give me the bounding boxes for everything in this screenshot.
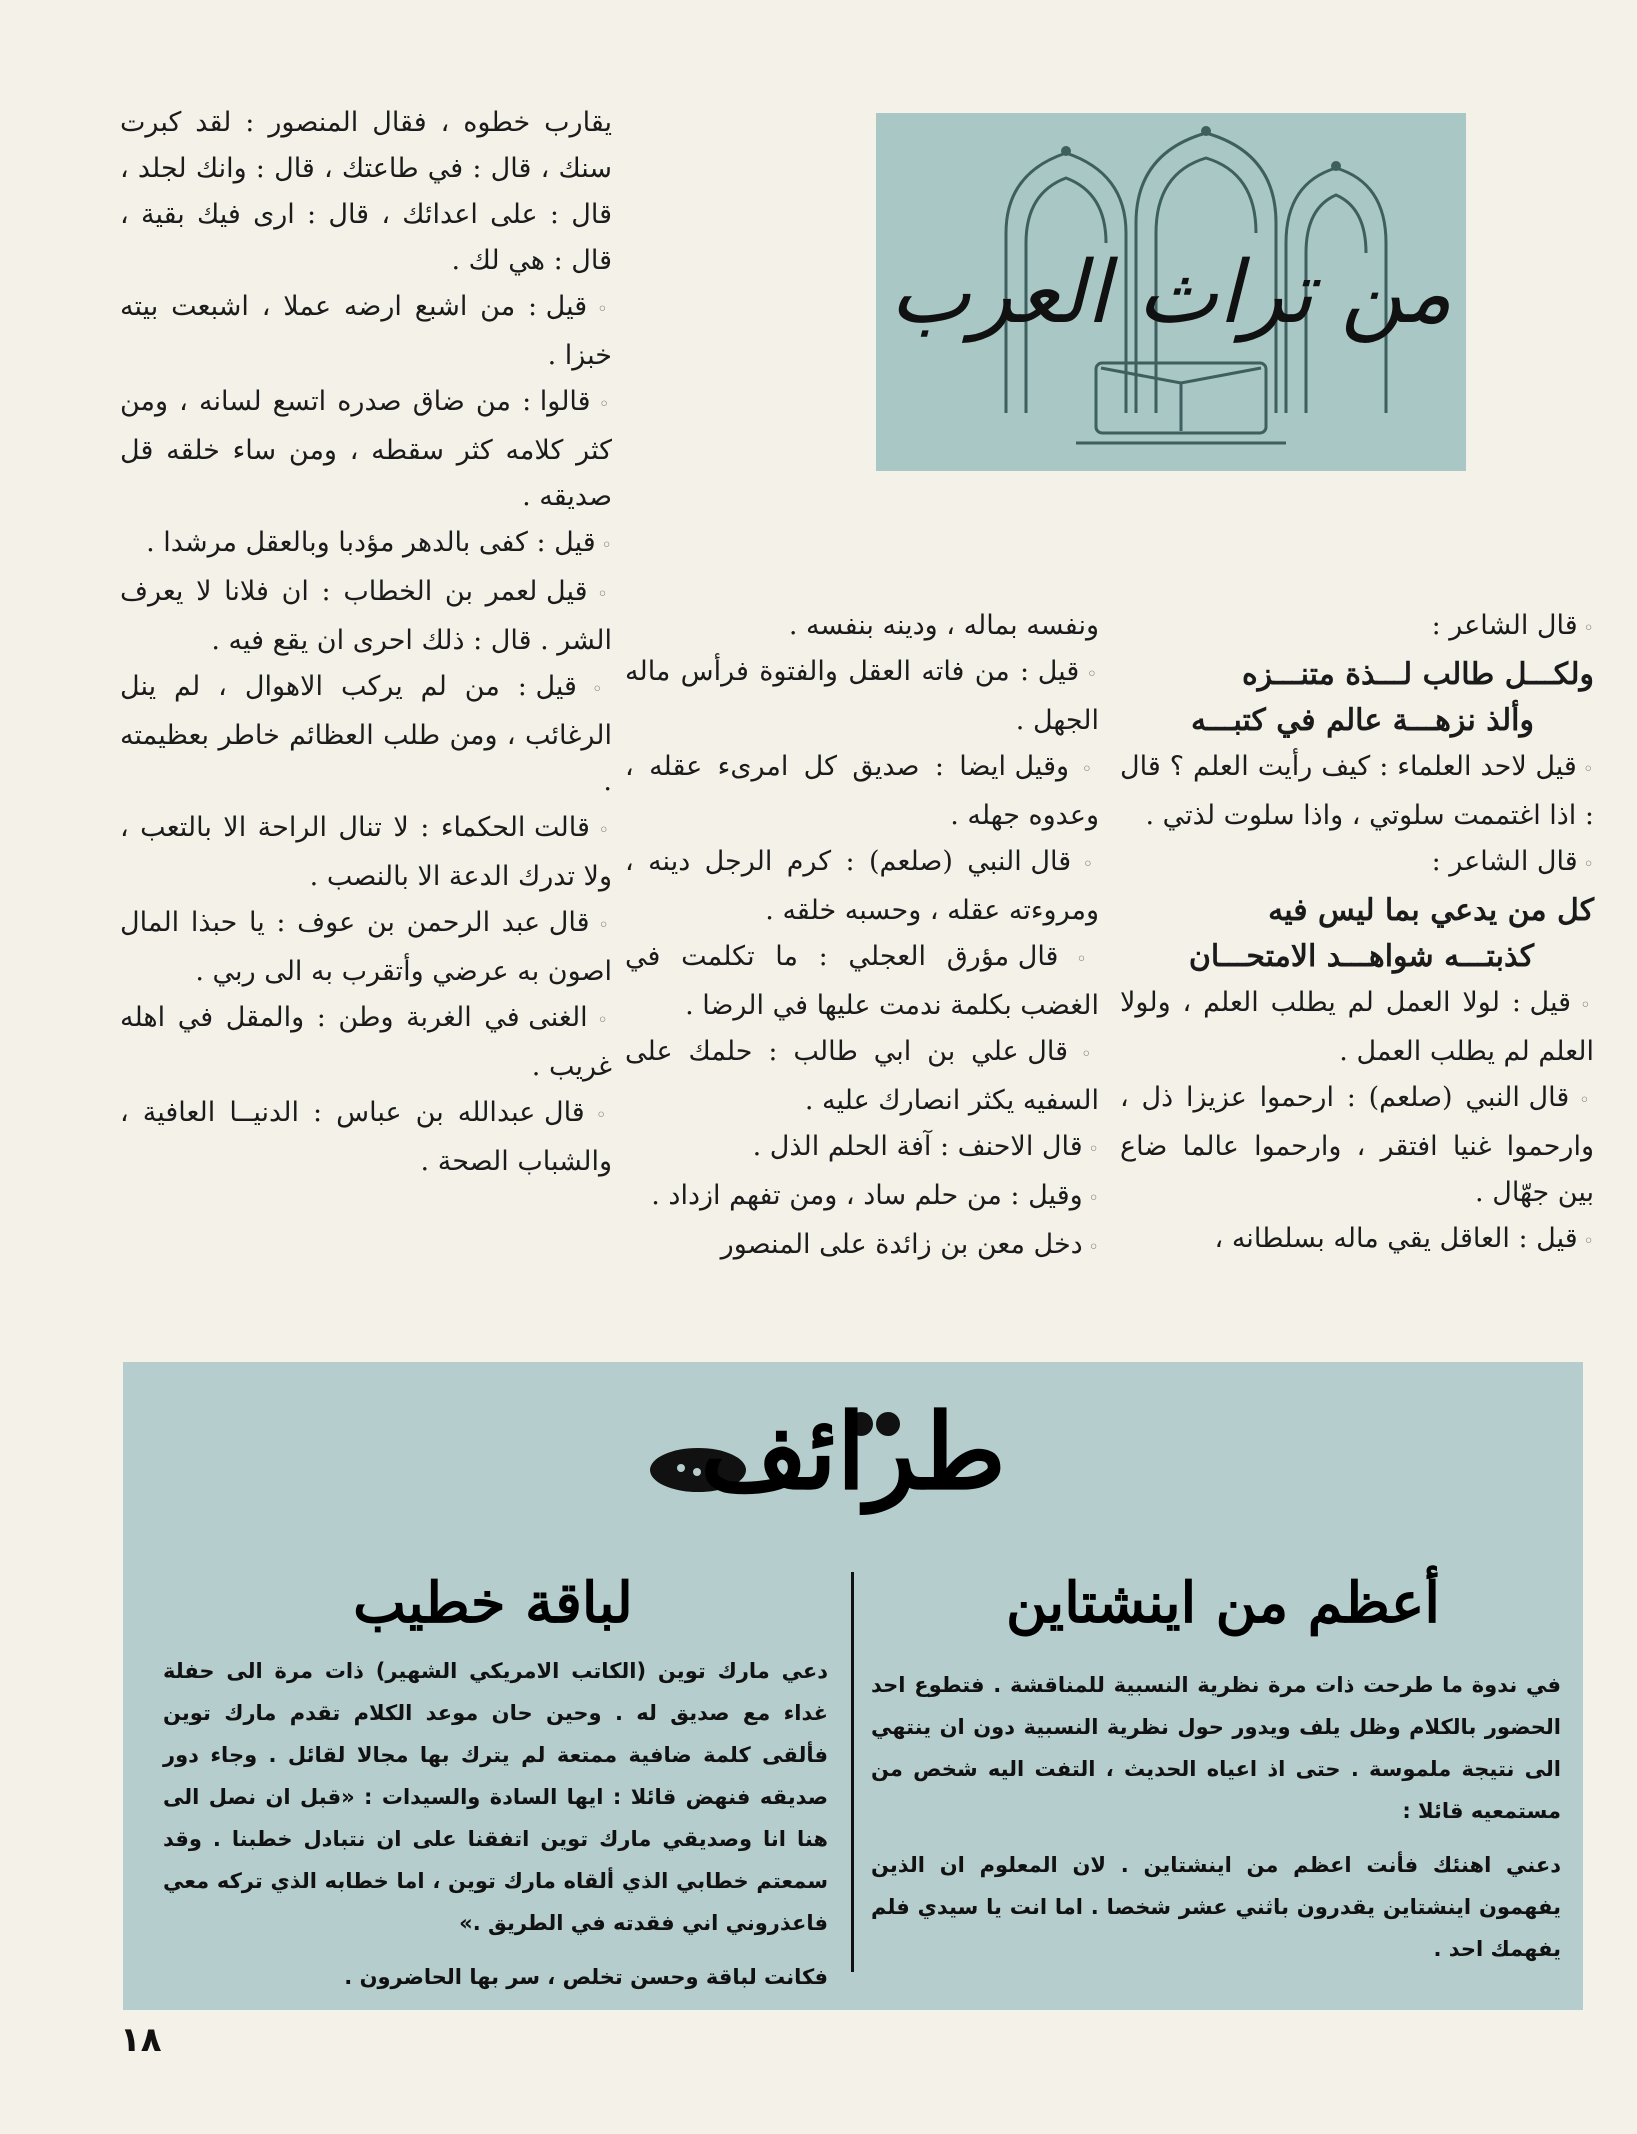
col-left-item-8: ◦ الغنى في الغربة وطن : والمقل في اهله غريب . — [120, 995, 612, 1090]
col-middle-item-1: ◦ وقيل ايضا : صديق كل امرىء عقله ، وعدوه جهله . — [625, 744, 1099, 839]
col-right-item-4: ◦ قيل : العاقل يقي ماله بسلطانه ، — [1120, 1216, 1594, 1265]
col-left-item-0: يقارب خطوه ، فقال المنصور : لقد كبرت سنك ، قال : في طاعتك ، قال : وانك لجلد ، قال : على اعدائك ، قال : ارى فيك بقية ، قال : هي لك . — [120, 107, 612, 276]
col-right-item-1: ◦ قيل لاحد العلماء : كيف رأيت العلم ؟ قال : اذا اغتممت سلوتي ، واذا سلوت لذتي . — [1120, 744, 1594, 839]
column-left — [120, 100, 612, 1185]
story-right-paragraph-2: دعني اهنئك فأنت اعظم من اينشتاين . لان المعلوم ان الذين يفهمون اينشتاين يقدرون باثني عشر شخصا . اما انت يا سيدي فلم يفهمك احد . — [871, 1853, 1561, 1961]
col-left-item-3: ◦ قيل : كفى بالدهر مؤدبا وبالعقل مرشدا . — [120, 520, 612, 569]
header-banner — [876, 113, 1466, 471]
col-left-item-2: ◦ قالوا : من ضاق صدره اتسع لسانه ، ومن كثر كلامه كثر سقطه ، ومن ساء خلقه قل صديقه . — [120, 379, 612, 520]
col-middle-lead: ونفسه بماله ، ودينه بنفسه . — [788, 610, 1099, 641]
col-left-item-9: ◦ قال عبدالله بن عباس : الدنيــا العافية ، والشباب الصحة . — [120, 1090, 612, 1185]
col-middle-item-2: ◦ قال النبي (صلعم) : كرم الرجل دينه ، ومروءته عقله ، وحسبه خلقه . — [625, 839, 1099, 934]
col-right-verse-1a: ولكـــل طالب لـــذة متنـــزه — [1241, 657, 1594, 692]
col-right-verse-2b: كذبتـــه شواهـــد الامتحـــان — [1188, 939, 1534, 974]
column-middle — [625, 603, 1099, 1271]
col-right-item-2: ◦ قيل : لولا العمل لم يطلب العلم ، ولولا العلم لم يطلب العمل . — [1120, 980, 1594, 1075]
story-right-paragraph-1: في ندوة ما طرحت ذات مرة نظرية النسبية للمناقشة . فتطوع احد الحضور بالكلام وظل يلف ويدور حول نظرية النسبية دون ان ينتهي الى نتيجة ملموسة . حتى اذ اعياه الحديث ، التفت اليه شخص من مستمعيه قائلا : — [871, 1673, 1561, 1823]
banner-title: من تراث العرب — [889, 243, 1453, 343]
col-middle-item-3: ◦ قال مؤرق العجلي : ما تكلمت في الغضب بكلمة ندمت عليها في الرضا . — [625, 934, 1099, 1029]
col-left-item-7: ◦ قال عبد الرحمن بن عوف : يا حبذا المال اصون به عرضي وأتقرب به الى ربي . — [120, 900, 612, 995]
col-right-intro-1: ◦ قال الشاعر : — [1120, 603, 1594, 652]
column-right — [1120, 603, 1594, 1265]
col-middle-item-5: ◦ قال الاحنف : آفة الحلم الذل . — [625, 1124, 1099, 1173]
col-middle-item-6: ◦ وقيل : من حلم ساد ، ومن تفهم ازداد . — [625, 1173, 1099, 1222]
col-left-item-1: ◦ قيل : من اشبع ارضه عملا ، اشبعت بيته خبزا . — [120, 284, 612, 379]
col-left-item-6: ◦ قالت الحكماء : لا تنال الراحة الا بالتعب ، ولا تدرك الدعة الا بالنصب . — [120, 805, 612, 900]
story-right — [871, 1664, 1561, 1982]
story-right-heading: أعظم من اينشتاين — [1006, 1570, 1440, 1636]
story-left-heading: لباقة خطيب — [353, 1570, 633, 1636]
column-divider — [851, 1572, 854, 1972]
story-left — [163, 1650, 828, 2010]
col-left-item-5: ◦ قيل : من لم يركب الاهوال ، لم ينل الرغائب ، ومن طلب العظائم خاطر بعظيمته . — [120, 664, 612, 805]
col-right-item-3: ◦ قال النبي (صلعم) : ارحموا عزيزا ذل ، وارحموا غنيا افتقر ، وارحموا عالما ضاع بين جهّال . — [1120, 1075, 1594, 1216]
col-right-verse-1b: وألذ نزهـــة عالم في كتبـــه — [1191, 703, 1534, 738]
story-left-paragraph-2: فكانت لباقة وحسن تخلص ، سر بها الحاضرون . — [344, 1965, 828, 1989]
col-right-intro-2: ◦ قال الشاعر : — [1120, 839, 1594, 888]
col-middle-item-7: ◦ دخل معن بن زائدة على المنصور — [625, 1222, 1099, 1271]
story-left-paragraph-1: دعي مارك توين (الكاتب الامريكي الشهير) ذات مرة الى حفلة غداء مع صديق له . وحين حان موعد الكلام تقدم مارك توين فألقى كلمة ضافية ممتعة لم يترك بها مجالا لقائل . وجاء دور صديقه فنهض قائلا : ايها السادة والسيدات : «قبل ان نصل الى هنا انا وصديقي مارك توين اتفقنا على ان نتبادل خطبنا . وقد سمعتم خطابي الذي ألقاه مارك توين ، اما خطابه الذي تركه معي فاعذروني اني فقدته في الطريق .» — [163, 1659, 828, 1935]
anecdotes-panel — [123, 1362, 1583, 2010]
col-middle-item-0: ◦ قيل : من فاته العقل والفتوة فرأس ماله الجهل . — [625, 649, 1099, 744]
col-left-item-4: ◦ قيل لعمر بن الخطاب : ان فلانا لا يعرف الشر . قال : ذلك احرى ان يقع فيه . — [120, 569, 612, 664]
page-number: ١٨ — [120, 2020, 162, 2060]
col-right-verse-2a: كل من يدعي بما ليس فيه — [1268, 893, 1594, 928]
col-middle-item-4: ◦ قال علي بن ابي طالب : حلمك على السفيه يكثر انصارك عليه . — [625, 1029, 1099, 1124]
panel-title: طرائف — [700, 1390, 1006, 1513]
